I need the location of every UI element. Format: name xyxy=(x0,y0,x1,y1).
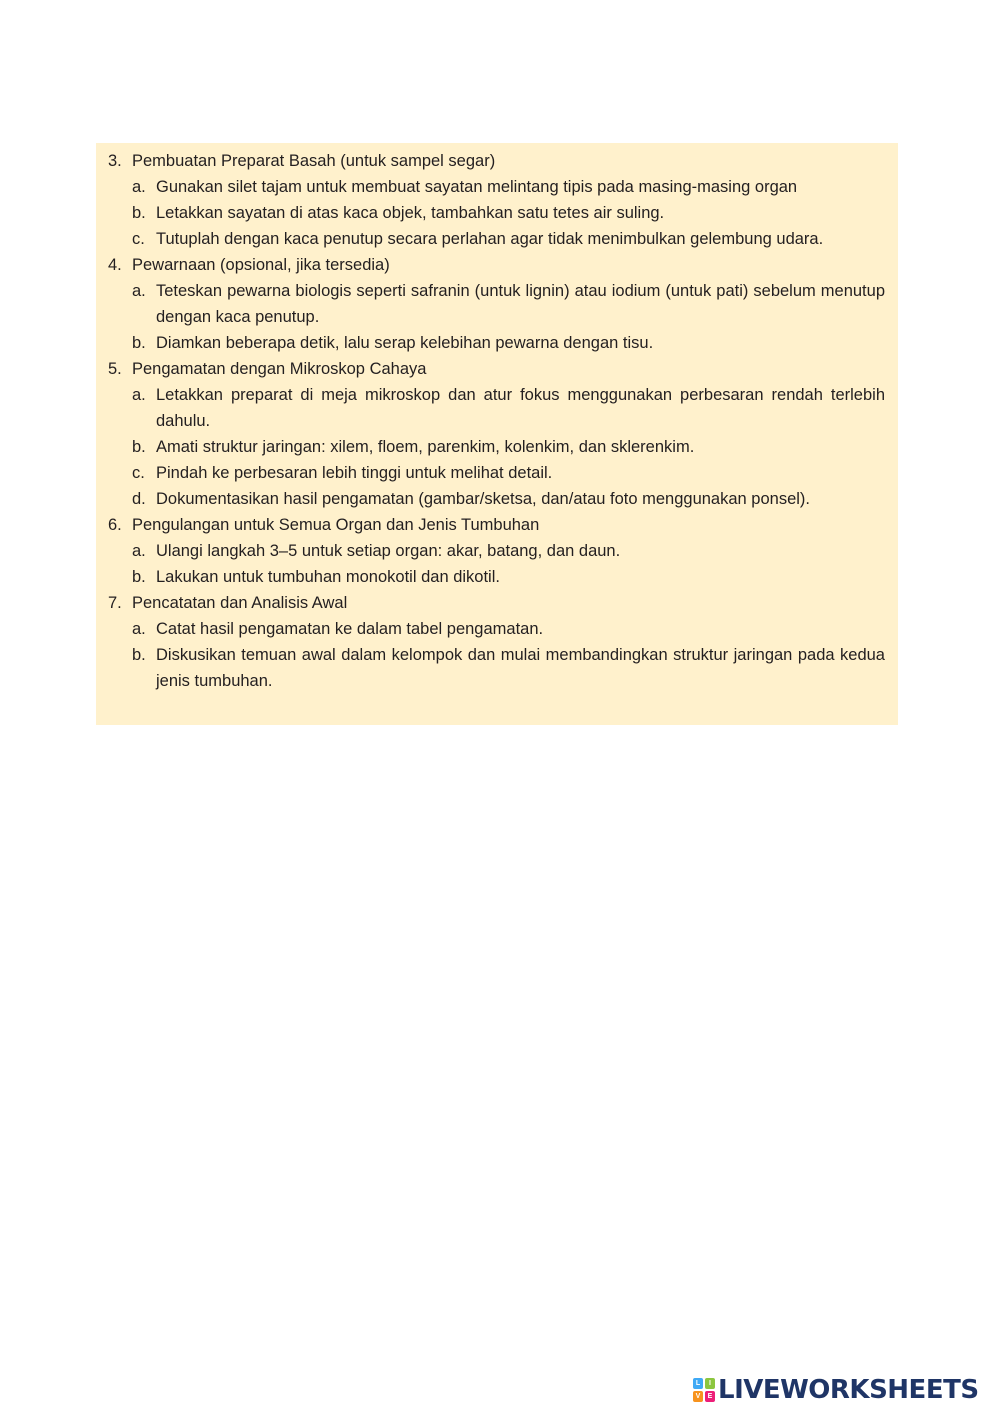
step-item xyxy=(108,148,885,174)
substep-item xyxy=(108,330,885,356)
step-number: 5. xyxy=(108,360,122,378)
substep-letter: a. xyxy=(132,542,146,560)
liveworksheets-logo xyxy=(693,1374,979,1406)
liveworksheets-logo-text: LIVEWORKSHEETS xyxy=(718,1375,979,1405)
substep-item xyxy=(108,278,885,330)
step-number: 6. xyxy=(108,516,122,534)
substep-text: Letakkan preparat di meja mikroskop dan atur fokus menggunakan perbesaran rendah terlebih dahulu. xyxy=(156,386,885,430)
step-item xyxy=(108,356,885,382)
logo-icon-square: E xyxy=(705,1391,715,1402)
substep-text: Teteskan pewarna biologis seperti safranin (untuk lignin) atau iodium (untuk pati) sebelum menutup dengan kaca penutup. xyxy=(156,282,885,326)
substep-letter: a. xyxy=(132,282,146,300)
liveworksheets-logo-icon xyxy=(693,1378,715,1402)
substep-text: Diamkan beberapa detik, lalu serap kelebihan pewarna dengan tisu. xyxy=(156,334,654,352)
substep-text: Ulangi langkah 3–5 untuk setiap organ: akar, batang, dan daun. xyxy=(156,542,621,560)
substep-text: Gunakan silet tajam untuk membuat sayatan melintang tipis pada masing-masing organ xyxy=(156,178,798,196)
step-item xyxy=(108,512,885,538)
substep-text: Tutuplah dengan kaca penutup secara perlahan agar tidak menimbulkan gelembung udara. xyxy=(156,230,824,248)
substep-letter: c. xyxy=(132,464,145,482)
substep-item xyxy=(108,564,885,590)
logo-icon-square: L xyxy=(693,1378,703,1389)
substep-item xyxy=(108,174,885,200)
substep-letter: b. xyxy=(132,334,146,352)
substep-item xyxy=(108,226,885,252)
substep-letter: b. xyxy=(132,568,146,586)
substep-letter: d. xyxy=(132,490,146,508)
step-title: Pengamatan dengan Mikroskop Cahaya xyxy=(132,360,427,378)
step-item xyxy=(108,590,885,616)
substep-letter: b. xyxy=(132,646,146,664)
step-item xyxy=(108,252,885,278)
procedure-steps-list xyxy=(108,148,885,694)
step-title: Pencatatan dan Analisis Awal xyxy=(132,594,348,612)
substep-item xyxy=(108,200,885,226)
substep-text: Catat hasil pengamatan ke dalam tabel pengamatan. xyxy=(156,620,544,638)
substep-letter: b. xyxy=(132,438,146,456)
substep-text: Letakkan sayatan di atas kaca objek, tambahkan satu tetes air suling. xyxy=(156,204,665,222)
substep-item xyxy=(108,486,885,512)
substep-text: Lakukan untuk tumbuhan monokotil dan dikotil. xyxy=(156,568,500,586)
step-number: 7. xyxy=(108,594,122,612)
substep-item xyxy=(108,460,885,486)
substep-item xyxy=(108,642,885,694)
logo-icon-square: V xyxy=(693,1391,703,1402)
substep-letter: a. xyxy=(132,620,146,638)
step-title: Pembuatan Preparat Basah (untuk sampel segar) xyxy=(132,152,496,170)
substep-text: Pindah ke perbesaran lebih tinggi untuk melihat detail. xyxy=(156,464,553,482)
substep-text: Amati struktur jaringan: xilem, floem, parenkim, kolenkim, dan sklerenkim. xyxy=(156,438,695,456)
step-title: Pengulangan untuk Semua Organ dan Jenis Tumbuhan xyxy=(132,516,540,534)
substep-item xyxy=(108,434,885,460)
step-title: Pewarnaan (opsional, jika tersedia) xyxy=(132,256,390,274)
substep-letter: c. xyxy=(132,230,145,248)
substep-letter: a. xyxy=(132,178,146,196)
substep-letter: a. xyxy=(132,386,146,404)
substep-item xyxy=(108,616,885,642)
substep-text: Diskusikan temuan awal dalam kelompok dan mulai membandingkan struktur jaringan pada kedua jenis tumbuhan. xyxy=(156,646,885,690)
step-number: 4. xyxy=(108,256,122,274)
substep-item xyxy=(108,382,885,434)
logo-icon-square: I xyxy=(705,1378,715,1389)
substep-letter: b. xyxy=(132,204,146,222)
substep-text: Dokumentasikan hasil pengamatan (gambar/sketsa, dan/atau foto menggunakan ponsel). xyxy=(156,490,810,508)
substep-item xyxy=(108,538,885,564)
step-number: 3. xyxy=(108,152,122,170)
